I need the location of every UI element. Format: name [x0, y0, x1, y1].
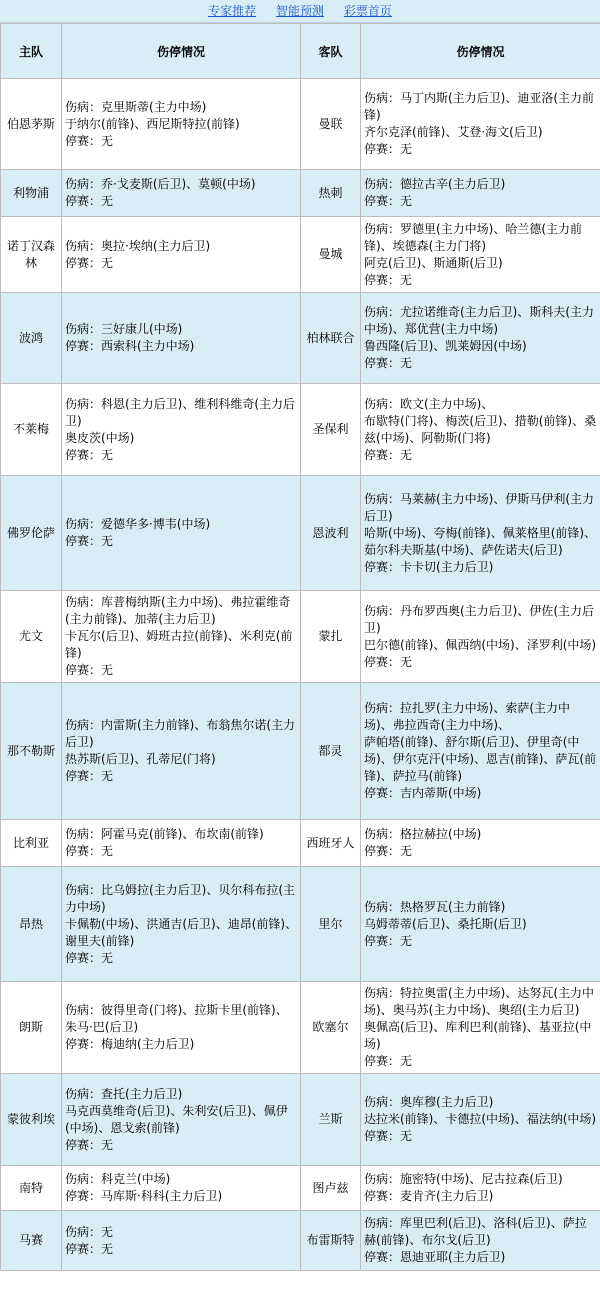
away-team-name: 里尔 — [301, 867, 361, 982]
home-injury-cell — [62, 591, 301, 683]
injury-line: 停赛：无 — [65, 133, 114, 148]
injury-line: 布歇特(门将)、梅茨(后卫)、措勒(前锋)、桑兹(中场)、阿勒斯(门将) — [364, 413, 597, 445]
away-injury-cell — [361, 1166, 600, 1211]
away-injury-cell — [361, 217, 600, 293]
injury-line: 萨帕塔(前锋)、舒尔斯(后卫)、伊里奇(中场)、伊尔克汗(中场)、恩吉(前锋)、萨瓦(前锋)、萨拉马(前锋) — [364, 735, 597, 783]
injury-line: 停赛：无 — [364, 356, 413, 370]
away-injury-cell — [361, 476, 600, 591]
nav-link-lottery-home[interactable]: 彩票首页 — [343, 4, 392, 18]
injury-line: 停赛：无 — [364, 142, 413, 156]
home-injury-cell — [62, 384, 301, 476]
away-injury-cell — [361, 591, 600, 683]
home-injury-cell — [62, 683, 301, 820]
away-injury-cell — [361, 1211, 600, 1271]
table-row — [1, 1074, 600, 1166]
home-injury-cell — [62, 170, 301, 217]
away-team-name: 柏林联合 — [301, 293, 361, 384]
injury-line: 停赛：无 — [364, 272, 413, 287]
table-header-row — [1, 24, 600, 79]
table-row — [1, 476, 600, 591]
injury-line: 停赛：无 — [364, 447, 413, 462]
away-team-name: 欧塞尔 — [301, 982, 361, 1074]
home-team-name: 蒙彼利埃 — [1, 1074, 62, 1166]
injury-line: 停赛：无 — [65, 255, 114, 270]
home-team-name: 昂热 — [1, 867, 62, 982]
injury-line: 停赛：卡卡切(主力后卫) — [364, 559, 494, 574]
injury-line: 热苏斯(后卫)、孔蒂尼(门将) — [65, 752, 216, 766]
injury-line: 伤病：奥库穆(主力后卫) — [364, 1095, 494, 1109]
injury-line: 停赛：无 — [65, 194, 114, 208]
injury-line: 奥皮茨(中场) — [65, 430, 135, 445]
table-row — [1, 293, 600, 384]
injury-line: 停赛：恩迪亚耶(主力后卫) — [364, 1250, 506, 1264]
away-injury-cell — [361, 79, 600, 170]
injury-line: 伤病：格拉赫拉(中场) — [364, 827, 482, 841]
home-injury-cell — [62, 293, 301, 384]
injury-line: 停赛：无 — [65, 950, 114, 965]
header-home-injury: 伤停情况 — [62, 24, 301, 79]
table-body — [1, 79, 600, 1271]
away-injury-cell — [361, 170, 600, 217]
injury-line: 停赛：无 — [364, 1129, 413, 1143]
injury-line: 伤病：尤拉诺维奇(主力后卫)、斯科夫(主力中场)、郑优营(主力中场) — [364, 305, 595, 336]
table-row — [1, 683, 600, 820]
injury-line: 伤病：欧文(主力中场)、 — [364, 396, 494, 411]
away-injury-cell — [361, 820, 600, 867]
injury-line: 马克西莫维奇(后卫)、朱利安(后卫)、佩伊(中场)、恩戈索(前锋) — [65, 1103, 288, 1135]
away-injury-cell — [361, 867, 600, 982]
injury-line: 停赛：无 — [65, 1137, 114, 1152]
home-injury-cell — [62, 867, 301, 982]
injury-line: 停赛：无 — [65, 663, 114, 677]
injury-line: 停赛：无 — [364, 1054, 413, 1068]
injury-line: 伤病：三好康儿(中场) — [65, 322, 183, 336]
injury-line: 伤病：马莱赫(主力中场)、伊斯马伊利(主力后卫) — [364, 491, 595, 523]
home-team-name: 佛罗伦萨 — [1, 476, 62, 591]
injury-line: 停赛：吉内蒂斯(中场) — [364, 786, 482, 800]
injury-line: 伤病：马丁内斯(主力后卫)、迪亚洛(主力前锋) — [364, 91, 595, 122]
injury-line: 卡佩勒(中场)、洪通吉(后卫)、迪昂(前锋)、谢里夫(前锋) — [65, 916, 298, 948]
home-team-name: 比利亚 — [1, 820, 62, 867]
away-team-name: 兰斯 — [301, 1074, 361, 1166]
table-row — [1, 217, 600, 293]
home-team-name: 朗斯 — [1, 982, 62, 1074]
injury-line: 停赛：无 — [364, 654, 413, 669]
table-row — [1, 1166, 600, 1211]
table-row — [1, 1211, 600, 1271]
injury-line: 停赛：梅迪纳(主力后卫) — [65, 1037, 195, 1051]
table-row — [1, 982, 600, 1074]
away-injury-cell — [361, 982, 600, 1074]
header-away-team: 客队 — [301, 24, 361, 79]
away-team-name: 恩波利 — [301, 476, 361, 591]
home-team-name: 波鸿 — [1, 293, 62, 384]
away-injury-cell — [361, 1074, 600, 1166]
home-team-name: 尤文 — [1, 591, 62, 683]
injury-line: 齐尔克泽(前锋)、艾登·海文(后卫) — [364, 125, 543, 139]
away-injury-cell — [361, 293, 600, 384]
away-team-name: 曼城 — [301, 217, 361, 293]
injury-line: 停赛：无 — [364, 844, 413, 858]
home-team-name: 利物浦 — [1, 170, 62, 217]
away-injury-cell — [361, 384, 600, 476]
top-nav — [0, 0, 600, 23]
injury-line: 伤病：库普梅纳斯(主力中场)、弗拉霍维奇(主力前锋)、加蒂(主力后卫) — [65, 595, 291, 626]
injury-line: 伤病：科恩(主力后卫)、维利科维奇(主力后卫) — [65, 396, 296, 428]
home-injury-cell — [62, 217, 301, 293]
injury-line: 伤病：拉扎罗(主力中场)、索萨(主力中场)、弗拉西奇(主力中场)、 — [364, 701, 571, 732]
away-team-name: 曼联 — [301, 79, 361, 170]
injury-line: 停赛：马库斯·科科(主力后卫) — [65, 1189, 223, 1203]
injury-table — [0, 23, 600, 1271]
injury-line: 鲁西隆(后卫)、凯莱姆因(中场) — [364, 339, 527, 353]
injury-line: 乌姆蒂蒂(后卫)、桑托斯(后卫) — [364, 916, 527, 931]
injury-line: 巴尔德(前锋)、佩西纳(中场)、泽罗利(中场) — [364, 637, 597, 652]
home-injury-cell — [62, 820, 301, 867]
injury-line: 伤病：丹布罗西奥(主力后卫)、伊佐(主力后卫) — [364, 603, 595, 635]
home-injury-cell — [62, 79, 301, 170]
injury-line: 伤病：阿霍马克(前锋)、布坎南(前锋) — [65, 827, 264, 841]
away-team-name: 蒙扎 — [301, 591, 361, 683]
injury-line: 伤病：爱德华多·博韦(中场) — [65, 517, 211, 531]
away-team-name: 圣保利 — [301, 384, 361, 476]
home-injury-cell — [62, 476, 301, 591]
injury-line: 伤病：库里巴利(后卫)、洛科(后卫)、萨拉赫(前锋)、布尔戈(后卫) — [364, 1216, 587, 1247]
table-row — [1, 170, 600, 217]
home-team-name: 伯恩茅斯 — [1, 79, 62, 170]
injury-line: 伤病：比乌姆拉(主力后卫)、贝尔科布拉(主力中场) — [65, 882, 296, 914]
injury-line: 停赛：无 — [65, 844, 114, 858]
injury-line: 停赛：西索科(主力中场) — [65, 339, 195, 353]
injury-line: 伤病：罗德里(主力中场)、哈兰德(主力前锋)、埃德森(主力门将) — [364, 221, 583, 253]
injury-line: 哈斯(中场)、夸梅(前锋)、佩莱格里(前锋)、茹尔科夫斯基(中场)、萨佐诺夫(后卫) — [364, 525, 597, 557]
home-team-name: 不莱梅 — [1, 384, 62, 476]
home-team-name: 那不勒斯 — [1, 683, 62, 820]
header-away-injury: 伤停情况 — [361, 24, 600, 79]
injury-line: 达拉米(前锋)、卡德拉(中场)、福法纳(中场) — [364, 1112, 597, 1126]
home-team-name: 南特 — [1, 1166, 62, 1211]
table-row — [1, 79, 600, 170]
away-injury-cell — [361, 683, 600, 820]
away-team-name: 布雷斯特 — [301, 1211, 361, 1271]
injury-line: 停赛：麦肯齐(主力后卫) — [364, 1189, 494, 1203]
injury-line: 伤病：克里斯蒂(主力中场) — [65, 99, 207, 114]
injury-line: 阿克(后卫)、斯通斯(后卫) — [364, 255, 503, 270]
header-home-team: 主队 — [1, 24, 62, 79]
home-injury-cell — [62, 1211, 301, 1271]
nav-link-expert[interactable]: 专家推荐 — [208, 4, 257, 18]
injury-line: 奥佩高(后卫)、库利巴利(前锋)、基亚拉(中场) — [364, 1020, 592, 1051]
injury-line: 伤病：乔·戈麦斯(后卫)、莫顿(中场) — [65, 177, 256, 191]
home-injury-cell — [62, 1166, 301, 1211]
home-injury-cell — [62, 1074, 301, 1166]
home-team-name: 诺丁汉森林 — [1, 217, 62, 293]
injury-line: 停赛：无 — [65, 534, 114, 548]
away-team-name: 图卢兹 — [301, 1166, 361, 1211]
injury-line: 伤病：热格罗瓦(主力前锋) — [364, 899, 506, 914]
injury-line: 伤病：施密特(中场)、尼古拉森(后卫) — [364, 1172, 563, 1186]
injury-line: 停赛：无 — [364, 933, 413, 948]
injury-line: 于纳尔(前锋)、西尼斯特拉(前锋) — [65, 116, 240, 131]
table-row — [1, 867, 600, 982]
injury-line: 停赛：无 — [65, 1241, 114, 1256]
injury-line: 停赛：无 — [364, 194, 413, 208]
injury-line: 伤病：奥拉·埃纳(主力后卫) — [65, 238, 211, 253]
away-team-name: 热刺 — [301, 170, 361, 217]
injury-line: 卡瓦尔(后卫)、姆班古拉(前锋)、米利克(前锋) — [65, 629, 293, 660]
away-team-name: 都灵 — [301, 683, 361, 820]
injury-line: 伤病：德拉古辛(主力后卫) — [364, 177, 506, 191]
table-row — [1, 384, 600, 476]
nav-link-prediction[interactable]: 智能预测 — [275, 4, 324, 18]
away-team-name: 西班牙人 — [301, 820, 361, 867]
injury-line: 伤病：科克兰(中场) — [65, 1172, 171, 1186]
home-team-name: 马赛 — [1, 1211, 62, 1271]
injury-line: 停赛：无 — [65, 769, 114, 783]
table-row — [1, 820, 600, 867]
table-row — [1, 591, 600, 683]
injury-line: 伤病：彼得里奇(门将)、拉斯卡里(前锋)、朱马·巴(后卫) — [65, 1003, 288, 1034]
injury-line: 停赛：无 — [65, 447, 114, 462]
injury-line: 伤病：查托(主力后卫) — [65, 1086, 183, 1101]
injury-line: 伤病：特拉奥雷(主力中场)、达努瓦(主力中场)、奥马苏(主力中场)、奥绍(主力后卫) — [364, 986, 595, 1017]
injury-line: 伤病：内雷斯(主力前锋)、布翁焦尔诺(主力后卫) — [65, 718, 296, 749]
home-injury-cell — [62, 982, 301, 1074]
injury-line: 伤病：无 — [65, 1224, 114, 1239]
